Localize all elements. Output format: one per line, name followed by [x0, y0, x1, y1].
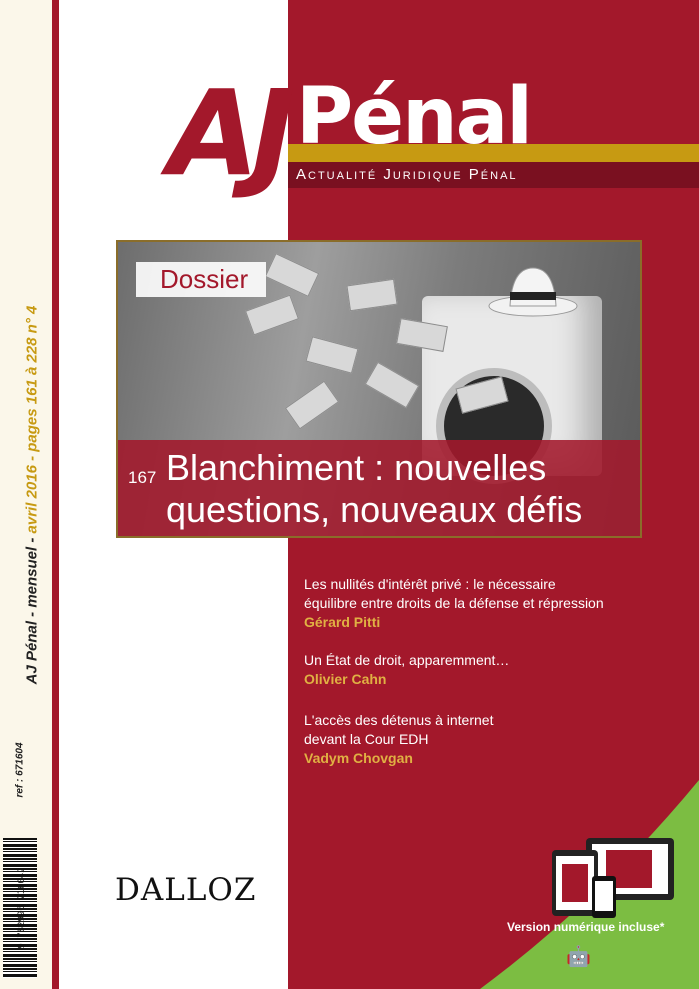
contents-item: [228, 575, 688, 651]
contents-title-line: Un État de droit, apparemment…: [304, 652, 510, 668]
dossier-image: [116, 240, 642, 538]
contents-title-line: Les nullités d'intérêt privé : le nécessaire: [304, 576, 556, 592]
contents-item: [228, 651, 688, 711]
banknote-icon: [265, 253, 319, 297]
dossier-title-band: [118, 440, 640, 538]
spine-red-band: [52, 0, 59, 989]
hat-icon: [488, 258, 578, 318]
dossier-title-line2: questions, nouveaux défis: [166, 489, 583, 530]
banknote-icon: [285, 381, 339, 430]
reference-code: ref : 671604: [14, 742, 26, 798]
barcode-number: 9 782996 716042: [17, 867, 27, 949]
contents-page: 194: [243, 575, 272, 594]
contents-item: [228, 711, 688, 771]
spine-issue: avril 2016 - pages 161 à 228 n° 4: [23, 305, 41, 534]
contents-author: Olivier Cahn: [304, 671, 387, 687]
contents-title-line: équilibre entre droits de la défense et répression: [304, 595, 604, 611]
dossier-label: Dossier: [136, 262, 266, 297]
contents-author: Vadym Chovgan: [304, 750, 413, 766]
banknote-icon: [245, 295, 299, 336]
logo-subtitle: Actualité Juridique Pénal: [296, 166, 518, 183]
banknote-icon: [346, 279, 397, 311]
spine-title: [24, 306, 41, 685]
contents-author: Gérard Pitti: [304, 614, 381, 630]
dossier-title-line1: Blanchiment : nouvelles: [166, 447, 547, 488]
contents-title-line: devant la Cour EDH: [304, 731, 429, 747]
logo-penal: Pénal: [296, 72, 531, 162]
publisher-logo: DALLOZ: [115, 872, 257, 908]
android-icon: 🤖: [566, 946, 591, 968]
contents-page: 201: [243, 651, 272, 670]
banknote-icon: [365, 362, 420, 409]
banknote-icon: [305, 336, 358, 374]
devices-icon: [552, 836, 676, 922]
logo-aj: AJ: [168, 64, 288, 202]
digital-version-label: Version numérique incluse*: [507, 920, 665, 934]
platform-icons: [566, 944, 599, 969]
dossier-page: 167: [128, 468, 157, 487]
contents-list: [228, 575, 688, 771]
contents-title-line: L'accès des détenus à internet: [304, 712, 494, 728]
spine-main: AJ Pénal - mensuel -: [23, 533, 41, 685]
contents-page: 224: [243, 711, 272, 730]
